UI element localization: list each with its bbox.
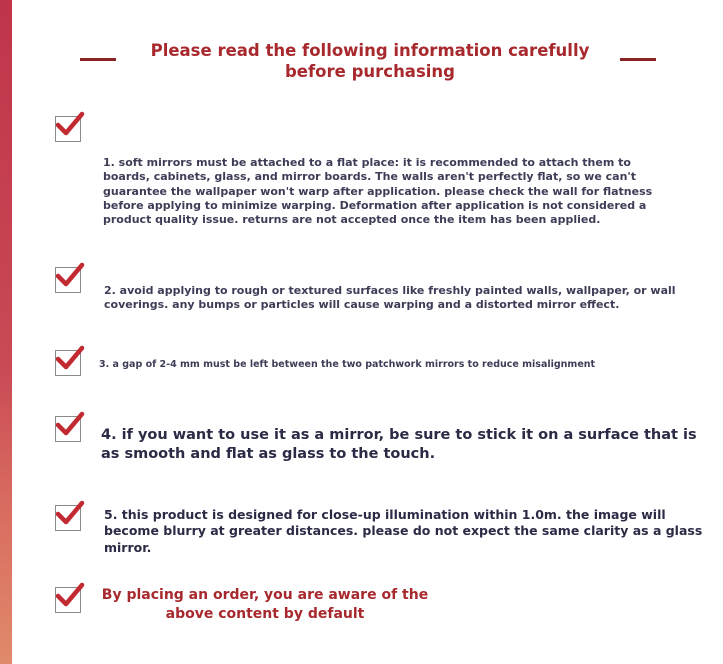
checkbox-checked-icon [55,116,81,142]
checkmark-icon [54,342,86,374]
notice-item: 1. soft mirrors must be attached to a flat place: it is recommended to attach them to boards, cabinets, glass, and mirror boards. The walls aren't perfectly flat, so we can't guarantee the wallpaper won't warp after application. please check the wall for flatness before applying to minimize warping. Deformation after application is not considered a product quality issue. returns are not accepted once the item has been applied. [103,156,653,227]
order-agreement-text: By placing an order, you are aware of the above content by default [101,587,429,622]
notice-item: 5. this product is designed for close-up illumination within 1.0m. the image will become blurry at greater distances. please do not expect the same clarity as a glass mirror. [104,507,703,555]
page-title: Please read the following information carefully before purchasing [150,41,590,81]
checkmark-icon [54,497,86,529]
checkmark-icon [54,259,86,291]
checkbox-checked-icon [55,267,81,293]
notice-item: 2. avoid applying to rough or textured surfaces like freshly painted walls, wallpaper, or wall coverings. any bumps or particles will cause warping and a distorted mirror effect. [104,284,676,312]
checkbox-checked-icon [55,350,81,376]
notice-item: 4. if you want to use it as a mirror, be sure to stick it on a surface that is as smooth and flat as glass to the touch. [101,427,697,462]
checkmark-icon [54,108,86,140]
checkbox-checked-icon [55,505,81,531]
notice-item: 3. a gap of 2-4 mm must be left between the two patchwork mirrors to reduce misalignment [99,359,596,370]
heading-rule-left [80,58,116,61]
heading-rule-right [620,58,656,61]
checkbox-checked-icon [55,587,81,613]
checkbox-checked-icon [55,416,81,442]
left-accent-stripe [0,0,12,664]
checkmark-icon [54,579,86,611]
checkmark-icon [54,408,86,440]
